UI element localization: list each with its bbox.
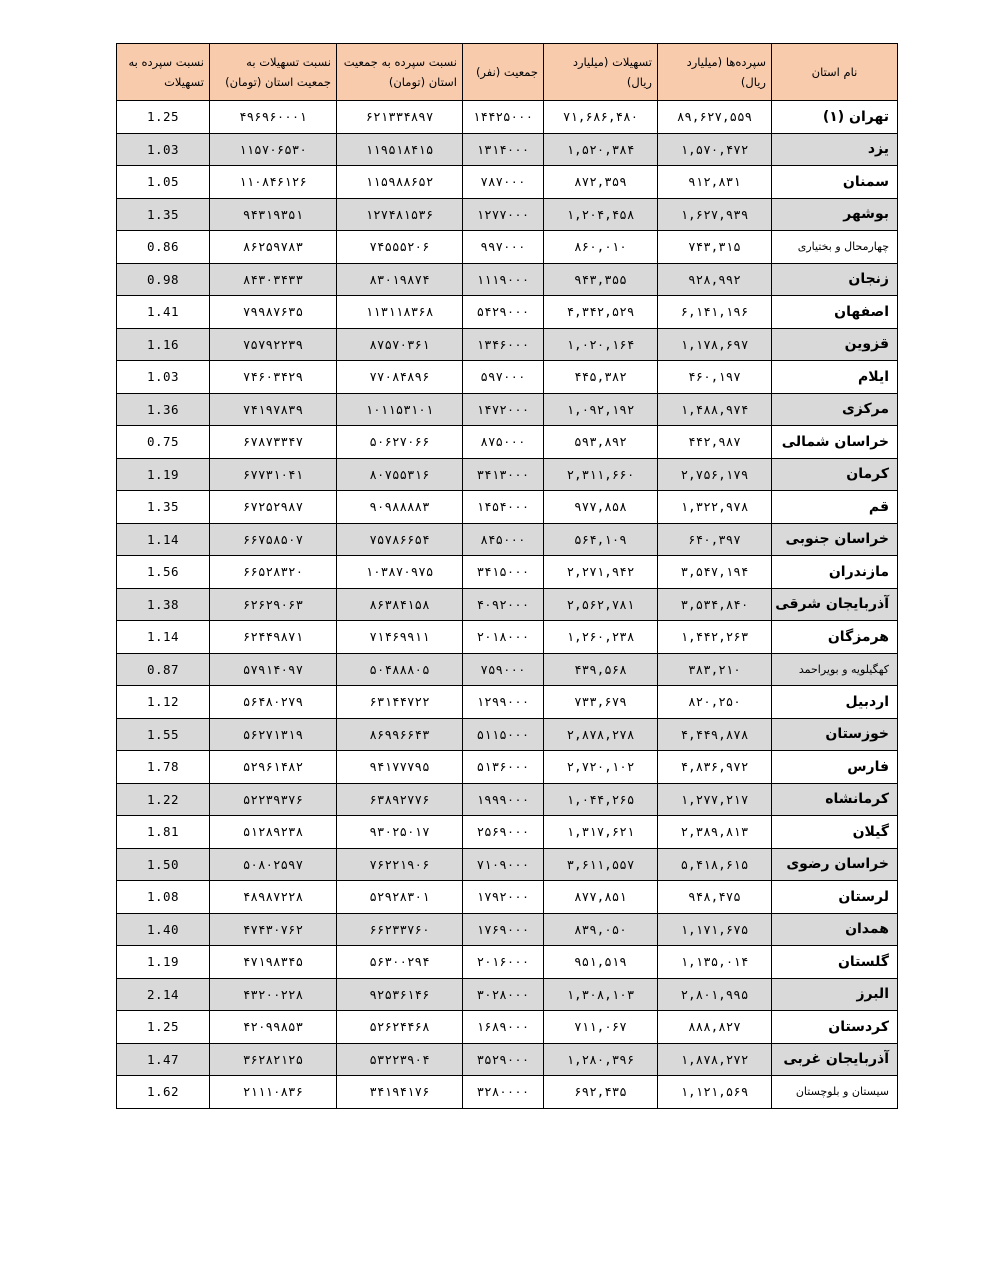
loan-per-capita-cell: ۵۶۴۸۰۲۷۹ bbox=[210, 686, 337, 719]
deposit-per-capita-cell: ۶۳۱۴۴۷۲۲ bbox=[337, 686, 463, 719]
deposit-loan-ratio-cell: 1.36 bbox=[117, 393, 210, 426]
loan-per-capita-cell: ۴۹۶۹۶۰۰۰۱ bbox=[210, 101, 337, 134]
deposit-per-capita-cell: ۸۶۳۸۴۱۵۸ bbox=[337, 588, 463, 621]
province-name-cell: لرستان bbox=[772, 881, 898, 914]
loan-per-capita-cell: ۷۴۱۹۷۸۳۹ bbox=[210, 393, 337, 426]
loan-per-capita-cell: ۵۷۹۱۴۰۹۷ bbox=[210, 653, 337, 686]
deposit-per-capita-cell: ۵۲۹۲۸۳۰۱ bbox=[337, 881, 463, 914]
deposit-per-capita-cell: ۶۲۱۳۳۴۸۹۷ bbox=[337, 101, 463, 134]
table-row bbox=[117, 978, 898, 1011]
loans-cell: ۱,۳۰۸,۱۰۳ bbox=[544, 978, 658, 1011]
province-name-cell: خوزستان bbox=[772, 718, 898, 751]
deposit-per-capita-cell: ۳۴۱۹۴۱۷۶ bbox=[337, 1076, 463, 1109]
deposits-cell: ۲,۳۸۹,۸۱۳ bbox=[658, 816, 772, 849]
deposit-per-capita-cell: ۱۰۱۱۵۳۱۰۱ bbox=[337, 393, 463, 426]
deposit-per-capita-cell: ۷۷۰۸۴۸۹۶ bbox=[337, 361, 463, 394]
table-row bbox=[117, 686, 898, 719]
population-cell: ۱۳۴۶۰۰۰ bbox=[463, 328, 544, 361]
deposit-loan-ratio-cell: 1.19 bbox=[117, 946, 210, 979]
deposits-cell: ۱,۱۷۱,۶۷۵ bbox=[658, 913, 772, 946]
province-name-cell: قم bbox=[772, 491, 898, 524]
loans-cell: ۱,۰۲۰,۱۶۴ bbox=[544, 328, 658, 361]
loans-cell: ۸۷۷,۸۵۱ bbox=[544, 881, 658, 914]
deposits-cell: ۱,۴۴۲,۲۶۳ bbox=[658, 621, 772, 654]
deposit-per-capita-cell: ۱۲۷۴۸۱۵۳۶ bbox=[337, 198, 463, 231]
loan-per-capita-cell: ۶۲۶۲۹۰۶۳ bbox=[210, 588, 337, 621]
table-row bbox=[117, 588, 898, 621]
population-cell: ۳۲۸۰۰۰۰ bbox=[463, 1076, 544, 1109]
province-name-cell: چهارمحال و بختیاری bbox=[772, 231, 898, 264]
table-row bbox=[117, 751, 898, 784]
deposit-loan-ratio-cell: 1.14 bbox=[117, 523, 210, 556]
province-name-cell: البرز bbox=[772, 978, 898, 1011]
province-name-cell: ایلام bbox=[772, 361, 898, 394]
population-cell: ۷۱۰۹۰۰۰ bbox=[463, 848, 544, 881]
deposit-per-capita-cell: ۵۳۲۲۳۹۰۴ bbox=[337, 1043, 463, 1076]
deposits-cell: ۲,۷۵۶,۱۷۹ bbox=[658, 458, 772, 491]
deposits-cell: ۱,۴۸۸,۹۷۴ bbox=[658, 393, 772, 426]
table-row bbox=[117, 491, 898, 524]
loans-cell: ۷۳۳,۶۷۹ bbox=[544, 686, 658, 719]
deposits-cell: ۸۹,۶۲۷,۵۵۹ bbox=[658, 101, 772, 134]
population-cell: ۳۵۲۹۰۰۰ bbox=[463, 1043, 544, 1076]
table-row bbox=[117, 166, 898, 199]
province-name-cell: گلستان bbox=[772, 946, 898, 979]
population-cell: ۷۸۷۰۰۰ bbox=[463, 166, 544, 199]
deposit-loan-ratio-cell: 0.98 bbox=[117, 263, 210, 296]
loan-per-capita-cell: ۶۶۵۲۸۳۲۰ bbox=[210, 556, 337, 589]
loans-cell: ۸۶۰,۰۱۰ bbox=[544, 231, 658, 264]
province-name-cell: فارس bbox=[772, 751, 898, 784]
table-row bbox=[117, 1011, 898, 1044]
deposit-loan-ratio-cell: 1.03 bbox=[117, 133, 210, 166]
deposits-cell: ۴۴۲,۹۸۷ bbox=[658, 426, 772, 459]
loan-per-capita-cell: ۴۳۲۰۰۲۲۸ bbox=[210, 978, 337, 1011]
deposit-loan-ratio-cell: 1.81 bbox=[117, 816, 210, 849]
province-name-cell: سمنان bbox=[772, 166, 898, 199]
loans-cell: ۴,۳۴۲,۵۲۹ bbox=[544, 296, 658, 329]
province-name-cell: هرمزگان bbox=[772, 621, 898, 654]
deposits-cell: ۱,۶۲۷,۹۳۹ bbox=[658, 198, 772, 231]
deposit-per-capita-cell: ۵۲۶۲۴۴۶۸ bbox=[337, 1011, 463, 1044]
population-cell: ۵۴۲۹۰۰۰ bbox=[463, 296, 544, 329]
loan-per-capita-cell: ۸۶۲۵۹۷۸۳ bbox=[210, 231, 337, 264]
loans-cell: ۵۶۴,۱۰۹ bbox=[544, 523, 658, 556]
deposit-loan-ratio-cell: 1.50 bbox=[117, 848, 210, 881]
deposits-cell: ۶,۱۴۱,۱۹۶ bbox=[658, 296, 772, 329]
deposit-loan-ratio-cell: 1.47 bbox=[117, 1043, 210, 1076]
province-name-cell: گیلان bbox=[772, 816, 898, 849]
deposit-per-capita-cell: ۷۴۵۵۵۲۰۶ bbox=[337, 231, 463, 264]
deposit-per-capita-cell: ۱۰۳۸۷۰۹۷۵ bbox=[337, 556, 463, 589]
deposit-loan-ratio-cell: 1.25 bbox=[117, 1011, 210, 1044]
population-cell: ۳۴۱۳۰۰۰ bbox=[463, 458, 544, 491]
loans-cell: ۶۹۲,۴۳۵ bbox=[544, 1076, 658, 1109]
header-loan-per-capita: نسبت تسهیلات به جمعیت استان (تومان) bbox=[210, 44, 337, 101]
table-row bbox=[117, 556, 898, 589]
deposit-per-capita-cell: ۱۱۳۱۱۸۳۶۸ bbox=[337, 296, 463, 329]
deposits-cell: ۱,۱۳۵,۰۱۴ bbox=[658, 946, 772, 979]
header-deposits: سپرده‌ها (میلیارد ریال) bbox=[658, 44, 772, 101]
population-cell: ۲۰۱۶۰۰۰ bbox=[463, 946, 544, 979]
loans-cell: ۸۷۲,۳۵۹ bbox=[544, 166, 658, 199]
deposits-cell: ۳۸۳,۲۱۰ bbox=[658, 653, 772, 686]
loans-cell: ۱,۲۶۰,۲۳۸ bbox=[544, 621, 658, 654]
population-cell: ۱۲۷۷۰۰۰ bbox=[463, 198, 544, 231]
province-name-cell: مازندران bbox=[772, 556, 898, 589]
population-cell: ۸۷۵۰۰۰ bbox=[463, 426, 544, 459]
table-row bbox=[117, 523, 898, 556]
deposit-per-capita-cell: ۸۶۹۹۶۶۴۳ bbox=[337, 718, 463, 751]
population-cell: ۸۴۵۰۰۰ bbox=[463, 523, 544, 556]
deposits-cell: ۳,۵۳۴,۸۴۰ bbox=[658, 588, 772, 621]
table-row bbox=[117, 621, 898, 654]
deposit-loan-ratio-cell: 1.05 bbox=[117, 166, 210, 199]
province-name-cell: یزد bbox=[772, 133, 898, 166]
province-name-cell: قزوین bbox=[772, 328, 898, 361]
loans-cell: ۳,۶۱۱,۵۵۷ bbox=[544, 848, 658, 881]
deposits-cell: ۱,۱۲۱,۵۶۹ bbox=[658, 1076, 772, 1109]
loan-per-capita-cell: ۸۴۳۰۳۴۳۳ bbox=[210, 263, 337, 296]
deposit-per-capita-cell: ۷۵۷۸۶۶۵۴ bbox=[337, 523, 463, 556]
table-row bbox=[117, 101, 898, 134]
loan-per-capita-cell: ۶۷۷۳۱۰۴۱ bbox=[210, 458, 337, 491]
deposit-per-capita-cell: ۷۱۴۶۹۹۱۱ bbox=[337, 621, 463, 654]
province-name-cell: کردستان bbox=[772, 1011, 898, 1044]
loan-per-capita-cell: ۳۶۲۸۲۱۲۵ bbox=[210, 1043, 337, 1076]
deposits-cell: ۹۱۲,۸۳۱ bbox=[658, 166, 772, 199]
table-row bbox=[117, 816, 898, 849]
province-name-cell: بوشهر bbox=[772, 198, 898, 231]
loan-per-capita-cell: ۴۷۴۳۰۷۶۲ bbox=[210, 913, 337, 946]
deposit-loan-ratio-cell: 1.78 bbox=[117, 751, 210, 784]
deposit-per-capita-cell: ۹۲۵۳۶۱۴۶ bbox=[337, 978, 463, 1011]
table-row bbox=[117, 848, 898, 881]
population-cell: ۱۷۹۲۰۰۰ bbox=[463, 881, 544, 914]
deposit-per-capita-cell: ۱۱۹۵۱۸۴۱۵ bbox=[337, 133, 463, 166]
loans-cell: ۴۴۵,۳۸۲ bbox=[544, 361, 658, 394]
deposits-cell: ۷۴۳,۳۱۵ bbox=[658, 231, 772, 264]
population-cell: ۱۹۹۹۰۰۰ bbox=[463, 783, 544, 816]
deposit-loan-ratio-cell: 1.56 bbox=[117, 556, 210, 589]
deposit-per-capita-cell: ۷۶۲۲۱۹۰۶ bbox=[337, 848, 463, 881]
deposits-cell: ۴۶۰,۱۹۷ bbox=[658, 361, 772, 394]
loan-per-capita-cell: ۵۰۸۰۲۵۹۷ bbox=[210, 848, 337, 881]
loan-per-capita-cell: ۵۲۲۳۹۳۷۶ bbox=[210, 783, 337, 816]
province-deposits-table bbox=[116, 43, 898, 1109]
table-row bbox=[117, 263, 898, 296]
table-row bbox=[117, 1043, 898, 1076]
population-cell: ۱۳۱۴۰۰۰ bbox=[463, 133, 544, 166]
table-row bbox=[117, 718, 898, 751]
table-row bbox=[117, 1076, 898, 1109]
table-row bbox=[117, 231, 898, 264]
deposit-loan-ratio-cell: 0.86 bbox=[117, 231, 210, 264]
deposit-loan-ratio-cell: 1.55 bbox=[117, 718, 210, 751]
loans-cell: ۱,۳۱۷,۶۲۱ bbox=[544, 816, 658, 849]
population-cell: ۵۹۷۰۰۰ bbox=[463, 361, 544, 394]
table-row bbox=[117, 133, 898, 166]
deposit-loan-ratio-cell: 1.08 bbox=[117, 881, 210, 914]
deposit-loan-ratio-cell: 1.41 bbox=[117, 296, 210, 329]
province-name-cell: کرمان bbox=[772, 458, 898, 491]
table-row bbox=[117, 198, 898, 231]
deposit-per-capita-cell: ۹۳۰۲۵۰۱۷ bbox=[337, 816, 463, 849]
loan-per-capita-cell: ۵۱۲۸۹۲۳۸ bbox=[210, 816, 337, 849]
loan-per-capita-cell: ۲۱۱۱۰۸۳۶ bbox=[210, 1076, 337, 1109]
loans-cell: ۱,۰۹۲,۱۹۲ bbox=[544, 393, 658, 426]
loans-cell: ۲,۸۷۸,۲۷۸ bbox=[544, 718, 658, 751]
deposit-loan-ratio-cell: 2.14 bbox=[117, 978, 210, 1011]
table-body bbox=[117, 101, 898, 1109]
table-row bbox=[117, 881, 898, 914]
deposit-loan-ratio-cell: 0.75 bbox=[117, 426, 210, 459]
deposit-loan-ratio-cell: 1.38 bbox=[117, 588, 210, 621]
population-cell: ۱۷۶۹۰۰۰ bbox=[463, 913, 544, 946]
header-loans: تسهیلات (میلیارد ریال) bbox=[544, 44, 658, 101]
loans-cell: ۲,۷۲۰,۱۰۲ bbox=[544, 751, 658, 784]
loan-per-capita-cell: ۴۸۹۸۷۲۲۸ bbox=[210, 881, 337, 914]
province-name-cell: همدان bbox=[772, 913, 898, 946]
population-cell: ۱۴۷۲۰۰۰ bbox=[463, 393, 544, 426]
province-name-cell: مرکزی bbox=[772, 393, 898, 426]
province-name-cell: کرمانشاه bbox=[772, 783, 898, 816]
deposits-cell: ۶۴۰,۳۹۷ bbox=[658, 523, 772, 556]
population-cell: ۳۰۲۸۰۰۰ bbox=[463, 978, 544, 1011]
header-deposit-loan-ratio: نسبت سپرده به تسهیلات bbox=[117, 44, 210, 101]
table-row bbox=[117, 913, 898, 946]
table-row bbox=[117, 426, 898, 459]
loans-cell: ۹۷۷,۸۵۸ bbox=[544, 491, 658, 524]
loan-per-capita-cell: ۹۴۳۱۹۳۵۱ bbox=[210, 198, 337, 231]
province-name-cell: تهران (۱) bbox=[772, 101, 898, 134]
loans-cell: ۴۳۹,۵۶۸ bbox=[544, 653, 658, 686]
loan-per-capita-cell: ۶۷۸۷۳۳۴۷ bbox=[210, 426, 337, 459]
deposit-loan-ratio-cell: 1.12 bbox=[117, 686, 210, 719]
deposits-cell: ۱,۱۷۸,۶۹۷ bbox=[658, 328, 772, 361]
loans-cell: ۱,۲۸۰,۳۹۶ bbox=[544, 1043, 658, 1076]
province-name-cell: خراسان رضوی bbox=[772, 848, 898, 881]
deposit-loan-ratio-cell: 0.87 bbox=[117, 653, 210, 686]
deposit-loan-ratio-cell: 1.35 bbox=[117, 198, 210, 231]
table-row bbox=[117, 296, 898, 329]
deposits-cell: ۴,۸۳۶,۹۷۲ bbox=[658, 751, 772, 784]
loans-cell: ۲,۳۱۱,۶۶۰ bbox=[544, 458, 658, 491]
province-name-cell: کهگیلویه و بویراحمد bbox=[772, 653, 898, 686]
table-row bbox=[117, 783, 898, 816]
deposit-per-capita-cell: ۶۳۸۹۲۷۷۶ bbox=[337, 783, 463, 816]
population-cell: ۵۱۳۶۰۰۰ bbox=[463, 751, 544, 784]
deposit-loan-ratio-cell: 1.16 bbox=[117, 328, 210, 361]
loans-cell: ۷۱۱,۰۶۷ bbox=[544, 1011, 658, 1044]
population-cell: ۹۹۷۰۰۰ bbox=[463, 231, 544, 264]
header-deposit-per-capita: نسبت سپرده به جمعیت استان (تومان) bbox=[337, 44, 463, 101]
deposits-cell: ۹۴۸,۴۷۵ bbox=[658, 881, 772, 914]
loan-per-capita-cell: ۶۲۴۴۹۸۷۱ bbox=[210, 621, 337, 654]
population-cell: ۱۱۱۹۰۰۰ bbox=[463, 263, 544, 296]
deposit-per-capita-cell: ۱۱۵۹۸۸۶۵۲ bbox=[337, 166, 463, 199]
province-name-cell: اردبیل bbox=[772, 686, 898, 719]
deposit-loan-ratio-cell: 1.03 bbox=[117, 361, 210, 394]
table-row bbox=[117, 393, 898, 426]
loans-cell: ۱,۰۴۴,۲۶۵ bbox=[544, 783, 658, 816]
header-province-name: نام استان bbox=[772, 44, 898, 101]
loan-per-capita-cell: ۵۶۲۷۱۳۱۹ bbox=[210, 718, 337, 751]
deposits-cell: ۱,۵۷۰,۴۷۲ bbox=[658, 133, 772, 166]
deposit-loan-ratio-cell: 1.35 bbox=[117, 491, 210, 524]
table-row bbox=[117, 458, 898, 491]
province-name-cell: خراسان جنوبی bbox=[772, 523, 898, 556]
deposit-loan-ratio-cell: 1.19 bbox=[117, 458, 210, 491]
deposits-cell: ۹۲۸,۹۹۲ bbox=[658, 263, 772, 296]
header-population: جمعیت (نفر) bbox=[463, 44, 544, 101]
population-cell: ۷۵۹۰۰۰ bbox=[463, 653, 544, 686]
population-cell: ۱۶۸۹۰۰۰ bbox=[463, 1011, 544, 1044]
loan-per-capita-cell: ۷۴۶۰۳۴۲۹ bbox=[210, 361, 337, 394]
deposit-loan-ratio-cell: 1.22 bbox=[117, 783, 210, 816]
deposit-per-capita-cell: ۸۳۰۱۹۸۷۴ bbox=[337, 263, 463, 296]
deposit-per-capita-cell: ۸۷۵۷۰۳۶۱ bbox=[337, 328, 463, 361]
loans-cell: ۲,۵۶۲,۷۸۱ bbox=[544, 588, 658, 621]
province-name-cell: سیستان و بلوچستان bbox=[772, 1076, 898, 1109]
deposits-cell: ۸۸۸,۸۲۷ bbox=[658, 1011, 772, 1044]
loans-cell: ۸۳۹,۰۵۰ bbox=[544, 913, 658, 946]
population-cell: ۱۲۹۹۰۰۰ bbox=[463, 686, 544, 719]
deposit-per-capita-cell: ۸۰۷۵۵۳۱۶ bbox=[337, 458, 463, 491]
deposit-loan-ratio-cell: 1.25 bbox=[117, 101, 210, 134]
loan-per-capita-cell: ۶۶۷۵۸۵۰۷ bbox=[210, 523, 337, 556]
deposits-cell: ۸۲۰,۲۵۰ bbox=[658, 686, 772, 719]
deposit-per-capita-cell: ۵۰۴۸۸۸۰۵ bbox=[337, 653, 463, 686]
loans-cell: ۹۴۳,۳۵۵ bbox=[544, 263, 658, 296]
province-name-cell: خراسان شمالی bbox=[772, 426, 898, 459]
population-cell: ۱۴۴۲۵۰۰۰ bbox=[463, 101, 544, 134]
population-cell: ۱۴۵۴۰۰۰ bbox=[463, 491, 544, 524]
deposit-per-capita-cell: ۶۶۲۳۳۷۶۰ bbox=[337, 913, 463, 946]
province-name-cell: زنجان bbox=[772, 263, 898, 296]
province-name-cell: اصفهان bbox=[772, 296, 898, 329]
deposit-per-capita-cell: ۵۶۳۰۰۲۹۴ bbox=[337, 946, 463, 979]
loan-per-capita-cell: ۵۲۹۶۱۴۸۲ bbox=[210, 751, 337, 784]
loans-cell: ۱,۲۰۴,۴۵۸ bbox=[544, 198, 658, 231]
population-cell: ۵۱۱۵۰۰۰ bbox=[463, 718, 544, 751]
table-row bbox=[117, 328, 898, 361]
loans-cell: ۲,۲۷۱,۹۴۲ bbox=[544, 556, 658, 589]
table-row bbox=[117, 653, 898, 686]
loan-per-capita-cell: ۱۱۰۸۴۶۱۲۶ bbox=[210, 166, 337, 199]
province-name-cell: آذربایجان غربی bbox=[772, 1043, 898, 1076]
loans-cell: ۷۱,۶۸۶,۴۸۰ bbox=[544, 101, 658, 134]
deposits-cell: ۱,۳۲۲,۹۷۸ bbox=[658, 491, 772, 524]
deposit-loan-ratio-cell: 1.40 bbox=[117, 913, 210, 946]
loan-per-capita-cell: ۱۱۵۷۰۶۵۳۰ bbox=[210, 133, 337, 166]
deposit-loan-ratio-cell: 1.14 bbox=[117, 621, 210, 654]
loan-per-capita-cell: ۷۹۹۸۷۶۳۵ bbox=[210, 296, 337, 329]
population-cell: ۲۰۱۸۰۰۰ bbox=[463, 621, 544, 654]
loan-per-capita-cell: ۷۵۷۹۲۲۳۹ bbox=[210, 328, 337, 361]
deposit-per-capita-cell: ۹۴۱۷۷۷۹۵ bbox=[337, 751, 463, 784]
deposits-cell: ۳,۵۴۷,۱۹۴ bbox=[658, 556, 772, 589]
province-name-cell: آذربایجان شرقی bbox=[772, 588, 898, 621]
population-cell: ۲۵۶۹۰۰۰ bbox=[463, 816, 544, 849]
loan-per-capita-cell: ۴۲۰۹۹۸۵۳ bbox=[210, 1011, 337, 1044]
deposits-cell: ۲,۸۰۱,۹۹۵ bbox=[658, 978, 772, 1011]
deposits-cell: ۱,۸۷۸,۲۷۲ bbox=[658, 1043, 772, 1076]
deposit-per-capita-cell: ۵۰۶۲۷۰۶۶ bbox=[337, 426, 463, 459]
table-row bbox=[117, 361, 898, 394]
loans-cell: ۵۹۳,۸۹۲ bbox=[544, 426, 658, 459]
population-cell: ۳۴۱۵۰۰۰ bbox=[463, 556, 544, 589]
loans-cell: ۱,۵۲۰,۳۸۴ bbox=[544, 133, 658, 166]
loan-per-capita-cell: ۴۷۱۹۸۳۴۵ bbox=[210, 946, 337, 979]
deposit-loan-ratio-cell: 1.62 bbox=[117, 1076, 210, 1109]
deposit-per-capita-cell: ۹۰۹۸۸۸۸۳ bbox=[337, 491, 463, 524]
table-row bbox=[117, 946, 898, 979]
table-header-row bbox=[117, 44, 898, 101]
loan-per-capita-cell: ۶۷۲۵۲۹۸۷ bbox=[210, 491, 337, 524]
deposits-cell: ۱,۲۷۷,۲۱۷ bbox=[658, 783, 772, 816]
loans-cell: ۹۵۱,۵۱۹ bbox=[544, 946, 658, 979]
population-cell: ۴۰۹۲۰۰۰ bbox=[463, 588, 544, 621]
deposits-cell: ۴,۴۴۹,۸۷۸ bbox=[658, 718, 772, 751]
deposits-cell: ۵,۴۱۸,۶۱۵ bbox=[658, 848, 772, 881]
